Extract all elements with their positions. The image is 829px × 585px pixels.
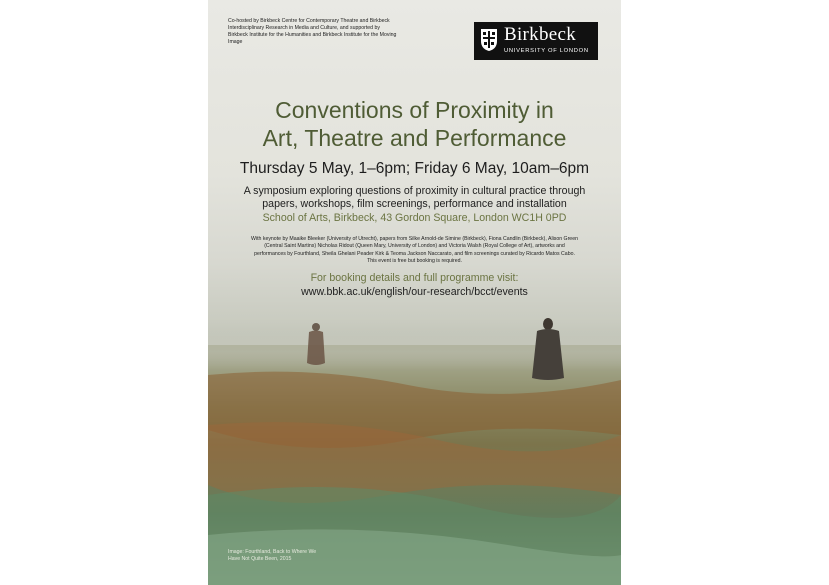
event-dates: Thursday 5 May, 1–6pm; Friday 6 May, 10am–6pm xyxy=(239,160,590,177)
event-summary xyxy=(228,185,601,211)
figure-left xyxy=(305,321,327,367)
booking-url[interactable]: www.bbk.ac.uk/english/our-research/bcct/events xyxy=(301,286,528,298)
event-title xyxy=(208,96,621,152)
title-line-2: Art, Theatre and Performance xyxy=(262,125,567,151)
event-poster xyxy=(208,0,621,585)
summary-line-1: A symposium exploring questions of proximity in cultural practice through xyxy=(243,185,586,197)
event-address: School of Arts, Birkbeck, 43 Gordon Square, London WC1H 0PD xyxy=(262,212,567,224)
event-details: With keynote by Maaike Bleeker (University of Utrecht), papers from Silke Arnold-de Simine (Birkbeck), Fiona Candlin (Birkbeck), Alison Green (Central Saint Martins) Nicholas Ridout (Queen Mary, University of London) and Victoria Walsh (Royal College of Art), artworks and performances by Fourthland, Sheila Ghelani Peader Kirk & Teoma Jackson Naccarato, and film screenings curated by Ricardo Matos Cabo. This event is free but booking is required. xyxy=(251,236,578,264)
birkbeck-logo xyxy=(474,22,598,60)
booking-label: For booking details and full programme visit: xyxy=(310,272,519,284)
crest-icon xyxy=(480,28,498,52)
title-line-1: Conventions of Proximity in xyxy=(275,97,554,123)
figure-right xyxy=(530,316,566,382)
cohost-statement: Co-hosted by Birkbeck Centre for Contemporary Theatre and Birkbeck Interdisciplinary Research in Media and Culture, and supported by Birkbeck Institute for the Humanities and Birkbeck Institute for the Moving Image xyxy=(228,18,397,45)
logo-name: Birkbeck xyxy=(504,24,577,45)
logo-subtitle: UNIVERSITY OF LONDON xyxy=(504,48,589,54)
summary-line-2: papers, workshops, film screenings, performance and installation xyxy=(262,198,567,210)
image-caption: Image: Fourthland, Back to Where We Have Not Quite Been, 2015 xyxy=(228,549,317,562)
